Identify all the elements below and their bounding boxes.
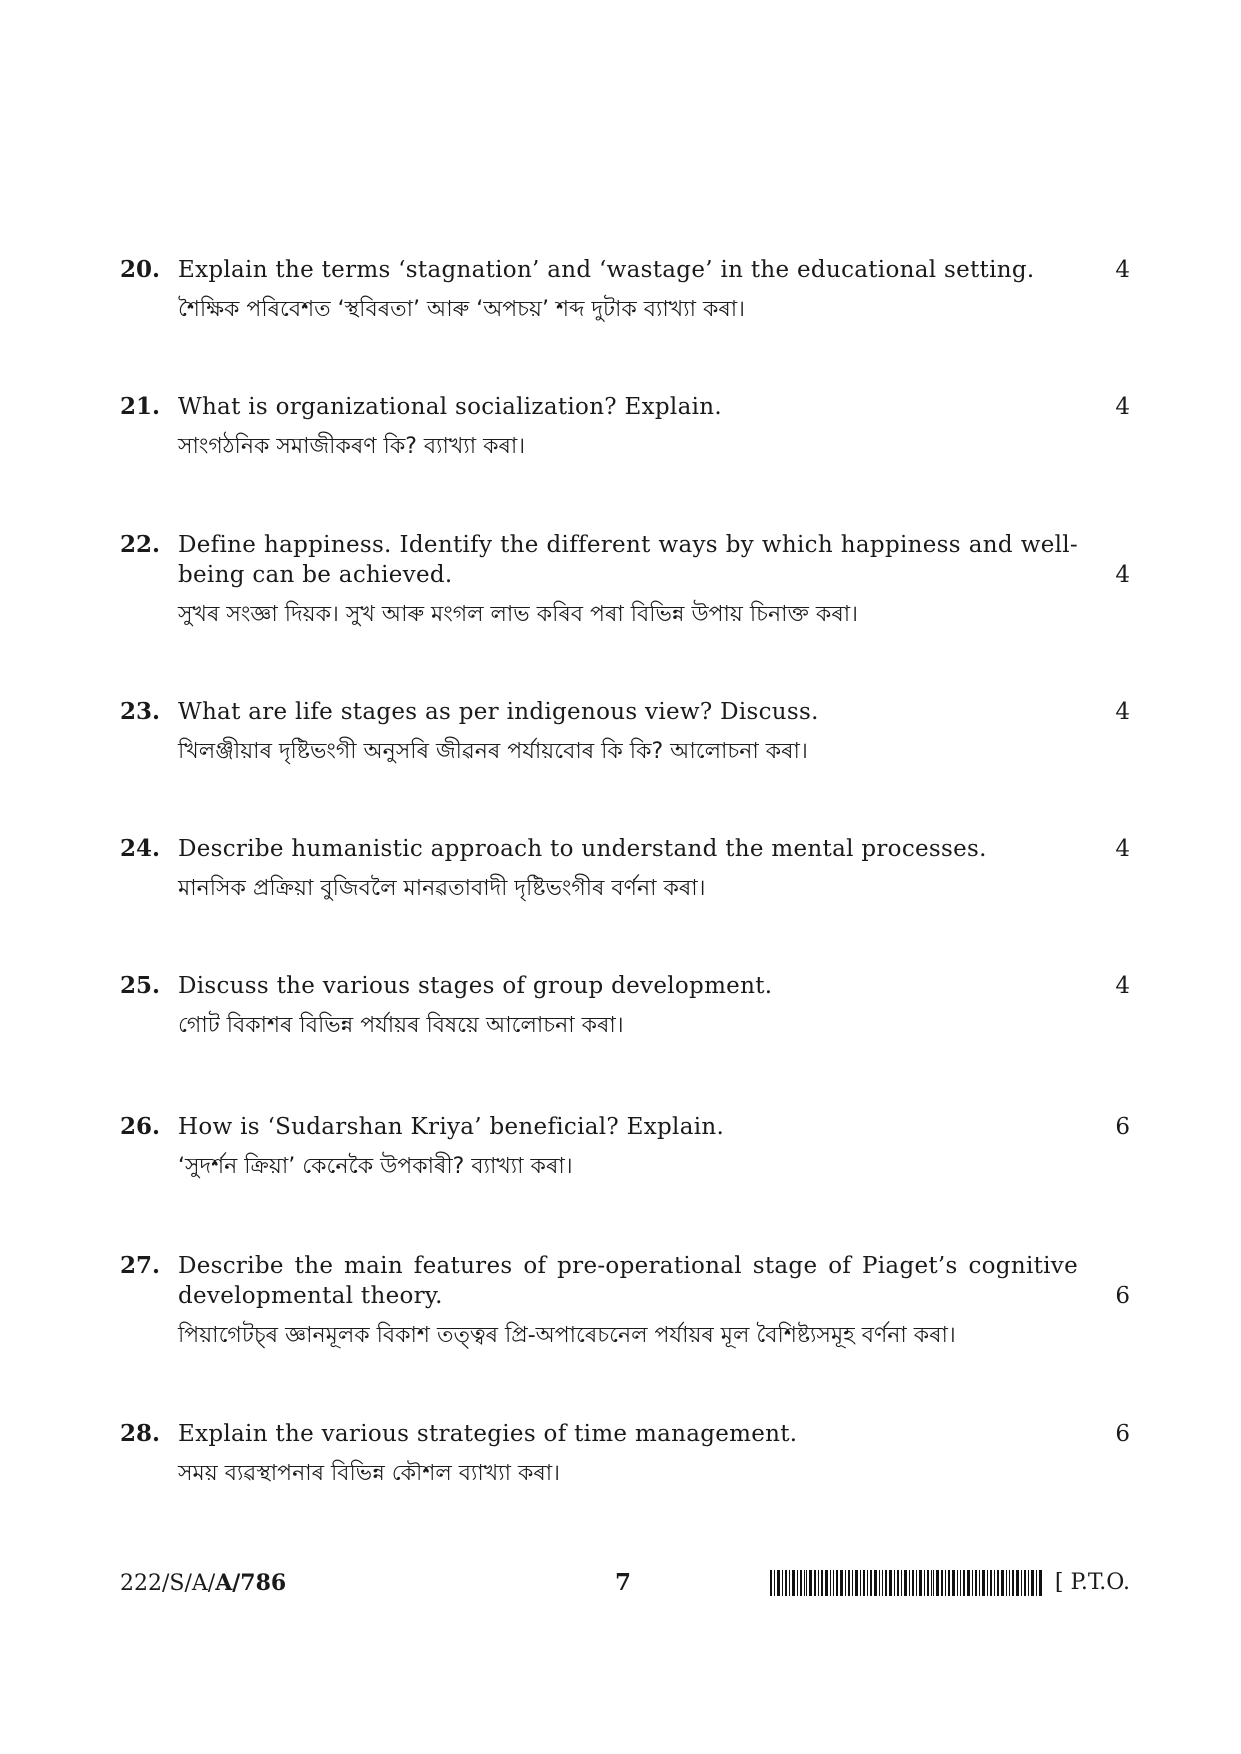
- question-text-assamese: গোট বিকাশৰ বিভিন্ন পৰ্যায়ৰ বিষয়ে আলোচনা কৰা।: [178, 1013, 624, 1038]
- question-text-english: Discuss the various stages of group development.: [178, 973, 773, 999]
- barcode-icon: [770, 1570, 1042, 1596]
- question-21: [120, 392, 1130, 462]
- question-text-english: Define happiness. Identify the different ways by which happiness and well-being can be achieved.: [178, 532, 1078, 588]
- question-23: [120, 697, 1130, 767]
- paper-code-prefix: 222/S/A/: [120, 1571, 216, 1596]
- page-footer: [120, 1568, 1130, 1598]
- question-text-assamese: মানসিক প্ৰক্ৰিয়া বুজিবলৈ মানৱতাবাদী দৃষ্টিভংগীৰ বৰ্ণনা কৰা।: [178, 876, 706, 901]
- question-24: [120, 834, 1130, 904]
- question-marks: 4: [1115, 257, 1130, 283]
- question-number: 23.: [120, 698, 161, 725]
- paper-code: [120, 1568, 286, 1599]
- question-text-english: What is organizational socialization? Explain.: [178, 394, 722, 420]
- question-number: 26.: [120, 1113, 161, 1140]
- paper-code-bold: A/786: [215, 1570, 287, 1596]
- question-number: 27.: [120, 1252, 161, 1279]
- question-text-assamese: শৈক্ষিক পৰিবেশত ‘স্থবিৰতা’ আৰু ‘অপচয়’ শব্দ দুটাক ব্যাখ্যা কৰা।: [178, 297, 746, 322]
- question-marks: 4: [1115, 699, 1130, 725]
- question-text-assamese: সুখৰ সংজ্ঞা দিয়ক। সুখ আৰু মংগল লাভ কৰিব পৰা বিভিন্ন উপায় চিনাক্ত কৰা।: [178, 602, 858, 627]
- question-text-assamese: পিয়াগেটচ্‌ৰ জ্ঞানমূলক বিকাশ তত্ত্বৰ প্ৰি-অপাৰেচনেল পৰ্যায়ৰ মূল বৈশিষ্ট্যসমূহ বৰ্ণনা কৰা।: [178, 1323, 956, 1348]
- question-marks: 6: [1115, 1421, 1130, 1447]
- question-25: [120, 971, 1130, 1041]
- question-marks: 4: [1115, 394, 1130, 420]
- question-text-assamese: খিলঞ্জীয়াৰ দৃষ্টিভংগী অনুসৰি জীৱনৰ পৰ্যায়বোৰ কি কি? আলোচনা কৰা।: [178, 739, 808, 764]
- question-number: 25.: [120, 972, 161, 999]
- question-marks: 4: [1115, 562, 1130, 588]
- question-text-english: Explain the various strategies of time management.: [178, 1421, 798, 1447]
- question-text-assamese: ‘সুদৰ্শন ক্ৰিয়া’ কেনেকৈ উপকাৰী? ব্যাখ্যা কৰা।: [178, 1154, 573, 1179]
- question-text-english: Describe humanistic approach to understand the mental processes.: [178, 836, 987, 862]
- question-marks: 6: [1115, 1114, 1130, 1140]
- question-text-assamese: সাংগঠনিক সমাজীকৰণ কি? ব্যাখ্যা কৰা।: [178, 434, 526, 459]
- page-number: 7: [615, 1569, 632, 1596]
- question-number: 21.: [120, 393, 161, 420]
- question-marks: 4: [1115, 973, 1130, 999]
- please-turn-over: [ P.T.O.: [1054, 1570, 1130, 1595]
- question-marks: 6: [1115, 1283, 1130, 1309]
- question-text-english: Describe the main features of pre-operational stage of Piaget’s cognitive developmental theory.: [178, 1253, 1078, 1309]
- question-27: [120, 1251, 1130, 1351]
- question-number: 28.: [120, 1420, 161, 1447]
- question-text-english: What are life stages as per indigenous view? Discuss.: [178, 699, 819, 725]
- question-number: 20.: [120, 256, 161, 283]
- question-text-english: Explain the terms ‘stagnation’ and ‘wastage’ in the educational setting.: [178, 257, 1035, 283]
- question-26: [120, 1112, 1130, 1182]
- question-number: 24.: [120, 835, 161, 862]
- question-text-assamese: সময় ব্যৱস্থাপনাৰ বিভিন্ন কৌশল ব্যাখ্যা কৰা।: [178, 1461, 560, 1486]
- question-28: [120, 1419, 1130, 1489]
- question-marks: 4: [1115, 836, 1130, 862]
- question-20: [120, 255, 1130, 325]
- question-text-english: How is ‘Sudarshan Kriya’ beneficial? Explain.: [178, 1114, 725, 1140]
- question-22: [120, 530, 1130, 630]
- question-number: 22.: [120, 531, 161, 558]
